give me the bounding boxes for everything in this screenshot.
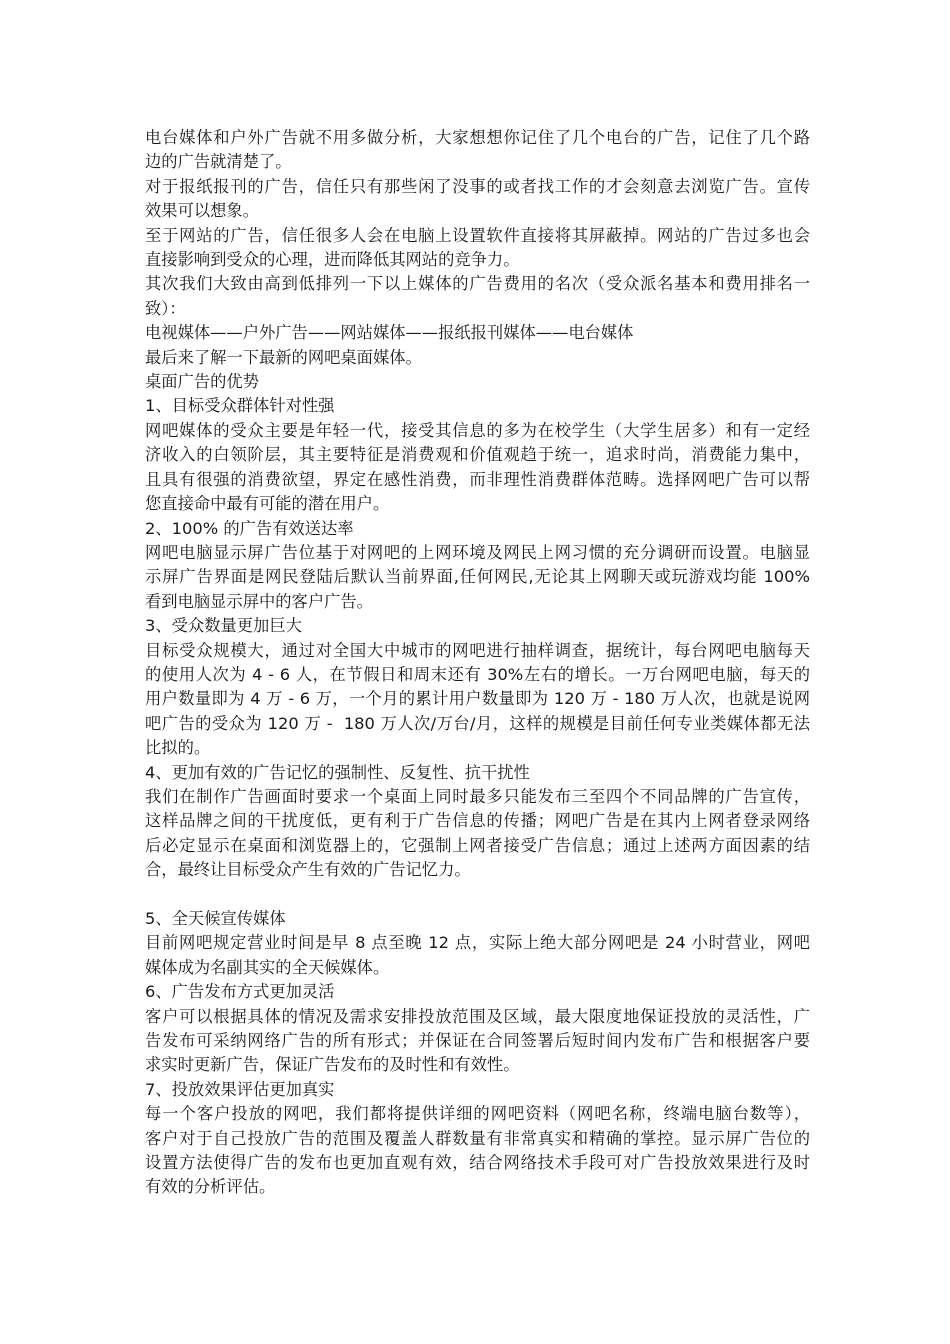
text-line: 直接影响到受众的心理，进而降低其网站的竞争力。 (145, 250, 520, 270)
text-line: 边的广告就清楚了。 (145, 152, 292, 172)
section-heading: 3、受众数量更加巨大 (145, 616, 302, 636)
section-heading: 2、100% 的广告有效送达率 (145, 518, 354, 538)
text-line: 告发布可采纳网络广告的所有形式；并保证在合同签署后短时间内发布广告和根据客户要 (145, 1031, 810, 1051)
section-heading: 4、更加有效的广告记忆的强制性、反复性、抗干扰性 (145, 762, 530, 782)
text-line: 我们在制作广告画面时要求一个桌面上同时最多只能发布三至四个不同品牌的广告宣传， (145, 786, 810, 806)
text-line: 后必定显示在桌面和浏览器上的，它强制上网者接受广告信息；通过上述两方面因素的结 (145, 835, 810, 855)
text-line: 这样品牌之间的干扰度低，更有利于广告信息的传播；网吧广告是在其内上网者登录网络 (145, 811, 810, 831)
text-line: 网吧媒体的受众主要是年轻一代，接受其信息的多为在校学生（大学生居多）和有一定经 (145, 420, 810, 440)
text-line: 吧广告的受众为 120 万 - 180 万人次/万台/月，这样的规模是目前任何专业类媒体都无法 (145, 713, 810, 733)
text-line: 最后来了解一下最新的网吧桌面媒体。 (145, 347, 422, 367)
text-line: 对于报纸报刊的广告，信任只有那些闲了没事的或者找工作的才会刻意去浏览广告。宣传 (145, 176, 810, 196)
text-line: 求实时更新广告，保证广告发布的及时性和有效性。 (145, 1055, 520, 1075)
text-line: 示屏广告界面是网民登陆后默认当前界面,任何网民,无论其上网聊天或玩游戏均能 100% (145, 567, 810, 587)
text-line: 至于网站的广告，信任很多人会在电脑上设置软件直接将其屏蔽掉。网站的广告过多也会 (145, 225, 810, 245)
section-heading: 7、投放效果评估更加真实 (145, 1079, 335, 1099)
text-line: 看到电脑显示屏中的客户广告。 (145, 591, 373, 611)
section-heading: 1、目标受众群体针对性强 (145, 396, 335, 416)
text-line: 电视媒体——户外广告——网站媒体——报纸报刊媒体——电台媒体 (145, 323, 634, 343)
text-line: 设置方法使得广告的发布也更加直观有效，结合网络技术手段可对广告投放效果进行及时 (145, 1153, 810, 1173)
section-heading: 桌面广告的优势 (145, 372, 259, 392)
text-line: 目前网吧规定营业时间是早 8 点至晚 12 点，实际上绝大部分网吧是 24 小时营业，网吧 (145, 933, 810, 953)
text-line: 的使用人次为 4 - 6 人，在节假日和周末还有 30%左右的增长。一万台网吧电脑，每天的 (145, 664, 810, 684)
text-line: 效果可以想象。 (145, 201, 259, 221)
document-page (145, 126, 810, 1200)
text-line: 有效的分析评估。 (145, 1177, 276, 1197)
text-line: 致）： (145, 298, 186, 318)
section-heading: 6、广告发布方式更加灵活 (145, 982, 335, 1002)
blank-line (145, 883, 810, 907)
section-heading: 5、全天候宣传媒体 (145, 908, 286, 928)
text-line: 网吧电脑显示屏广告位基于对网吧的上网环境及网民上网习惯的充分调研而设置。电脑显 (145, 542, 810, 562)
text-line: 济收入的白领阶层，其主要特征是消费观和价值观趋于统一，追求时尚，消费能力集中， (145, 445, 810, 465)
text-line: 客户可以根据具体的情况及需求安排投放范围及区域，最大限度地保证投放的灵活性，广 (145, 1006, 810, 1026)
text-line: 电台媒体和户外广告就不用多做分析，大家想想你记住了几个电台的广告，记住了几个路 (145, 128, 810, 147)
text-line: 比拟的。 (145, 738, 211, 758)
text-line: 客户对于自己投放广告的范围及覆盖人群数量有非常真实和精确的掌控。显示屏广告位的 (145, 1128, 810, 1148)
text-line: 目标受众规模大，通过对全国大中城市的网吧进行抽样调查，据统计，每台网吧电脑每天 (145, 640, 810, 660)
text-line: 合，最终让目标受众产生有效的广告记忆力。 (145, 860, 471, 880)
text-line: 且具有很强的消费欲望，界定在感性消费，而非理性消费群体范畴。选择网吧广告可以帮 (145, 469, 810, 489)
text-line: 用户数量即为 4 万 - 6 万，一个月的累计用户数量即为 120 万 - 180 万人次，也就是说网 (145, 689, 810, 709)
text-line: 媒体成为名副其实的全天候媒体。 (145, 957, 390, 977)
text-line: 其次我们大致由高到低排列一下以上媒体的广告费用的名次（受众派名基本和费用排名一 (145, 274, 810, 294)
text-line: 每一个客户投放的网吧，我们都将提供详细的网吧资料（网吧名称，终端电脑台数等）， (145, 1104, 810, 1124)
text-line: 您直接命中最有可能的潜在用户。 (145, 494, 390, 514)
